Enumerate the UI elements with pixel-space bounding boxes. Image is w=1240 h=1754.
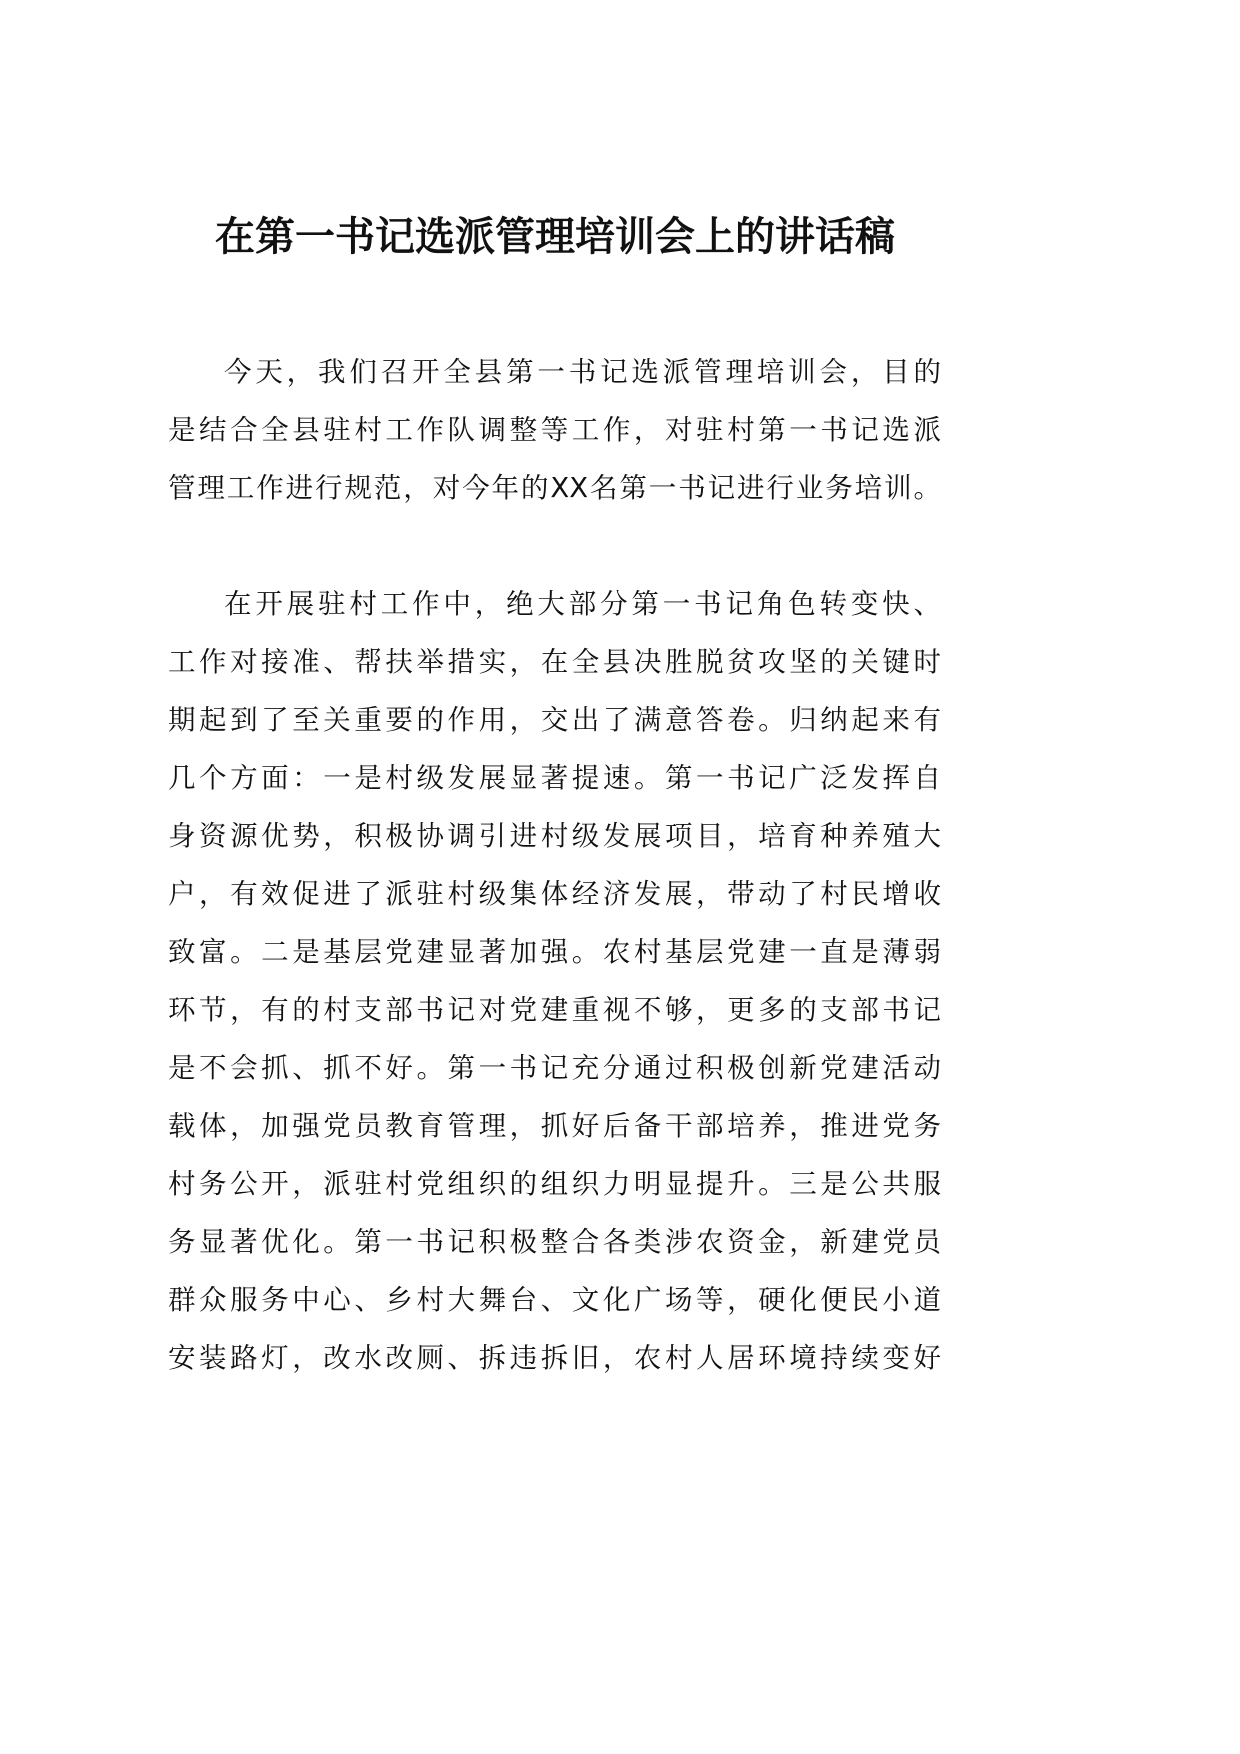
text-line: 群众服务中心、乡村大舞台、文化广场等，硬化便民小道 [168, 1284, 941, 1316]
text-line: 安装路灯，改水改厕、拆违拆旧，农村人居环境持续变好 [168, 1342, 941, 1374]
paragraph-1 [168, 343, 941, 517]
text-line: 致富。二是基层党建显著加强。农村基层党建一直是薄弱 [168, 936, 941, 968]
text-line: 载体，加强党员教育管理，抓好后备干部培养，推进党务 [168, 1110, 941, 1142]
document-title: 在第一书记选派管理培训会上的讲话稿 [215, 213, 895, 260]
text-line: 身资源优势，积极协调引进村级发展项目，培育种养殖大 [168, 820, 941, 852]
text-line: 是结合全县驻村工作队调整等工作，对驻村第一书记选派 [168, 414, 941, 446]
text-line: 务显著优化。第一书记积极整合各类涉农资金，新建党员 [168, 1226, 941, 1258]
text-line: 户，有效促进了派驻村级集体经济发展，带动了村民增收 [168, 878, 941, 910]
text-line: 村务公开，派驻村党组织的组织力明显提升。三是公共服 [168, 1168, 941, 1200]
text-line: 工作对接准、帮扶举措实，在全县决胜脱贫攻坚的关键时 [168, 646, 941, 678]
text-line: 是不会抓、抓不好。第一书记充分通过积极创新党建活动 [168, 1052, 941, 1084]
paragraph-2 [168, 575, 941, 1387]
text-line: 环节，有的村支部书记对党建重视不够，更多的支部书记 [168, 994, 941, 1026]
text-line: 今天，我们召开全县第一书记选派管理培训会，目的 [224, 356, 941, 388]
text-line: 在开展驻村工作中，绝大部分第一书记角色转变快、 [224, 588, 941, 620]
text-line: 几个方面：一是村级发展显著提速。第一书记广泛发挥自 [168, 762, 941, 794]
text-line: 管理工作进行规范，对今年的XX名第一书记进行业务培训。 [168, 472, 941, 504]
text-line: 期起到了至关重要的作用，交出了满意答卷。归纳起来有 [168, 704, 941, 736]
